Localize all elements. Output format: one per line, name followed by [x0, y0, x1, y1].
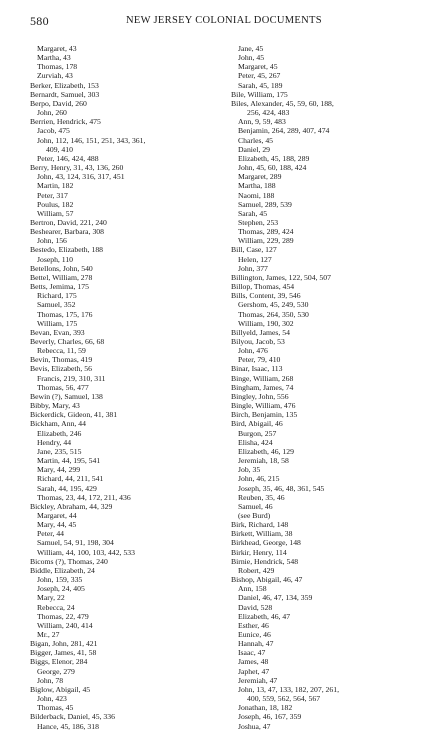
index-entry-given-name: William, 240, 414 — [37, 620, 93, 630]
index-column-left — [30, 44, 228, 731]
index-entry-given-name: Peter, 44 — [37, 529, 65, 539]
index-entry-given-name: Samuel, 46 — [238, 501, 273, 511]
index-entry-given-name: Martin, 44, 195, 541 — [37, 456, 101, 466]
index-entry-given-name: Thomas, 45 — [37, 703, 74, 713]
index-entry-surname: Bilderback, Daniel, 45, 336 — [30, 712, 115, 722]
index-entry-given-name: Samuel, 352 — [37, 300, 76, 310]
index-entry-given-name: Thomas, 22, 479 — [37, 611, 89, 621]
index-entry-surname: Berrien, Hendrick, 475 — [30, 117, 101, 127]
index-entry-given-name: Stephen, 253 — [238, 217, 279, 227]
index-entry-given-name: Mary, 44, 299 — [37, 465, 81, 475]
index-entry-given-name: John, 45, 60, 188, 424 — [238, 163, 307, 173]
index-entry-given-name: Hendry, 44 — [37, 437, 72, 447]
index-entry-given-name: Peter, 146, 424, 488 — [37, 153, 99, 163]
index-entry-surname: Bettel, William, 278 — [30, 272, 93, 282]
index-entry-surname: Beverly, Charles, 66, 68 — [30, 337, 105, 346]
index-entry-given-name: Burgon, 257 — [238, 428, 277, 438]
running-title: NEW JERSEY COLONIAL DOCUMENTS — [126, 15, 322, 26]
index-entry-surname: Birkett, William, 38 — [231, 529, 293, 539]
index-entry-surname: Biglow, Abigail, 45 — [30, 684, 91, 694]
index-entry-given-name: Elizabeth, 45, 188, 289 — [238, 153, 310, 163]
index-entry-given-name: William, 190, 302 — [238, 318, 294, 328]
index-entry-surname: Billop, Thomas, 454 — [231, 282, 295, 292]
index-entry-given-name: Mary, 22 — [37, 593, 65, 603]
index-entry-surname: Biddle, Elizabeth, 24 — [30, 565, 95, 575]
index-entry-given-name: Martha, 43 — [37, 53, 71, 63]
index-entry-surname: Binar, Isaac, 113 — [231, 364, 283, 374]
index-entry-given-name: John, 423 — [37, 694, 67, 704]
index-entry-given-name: Isaac, 47 — [238, 648, 266, 658]
index-entry-given-name: John, 46, 215 — [238, 474, 280, 484]
index-entry-given-name: Margaret, 45 — [238, 62, 278, 72]
index-entry-given-name: Elisha, 424 — [238, 437, 273, 447]
index-entry-given-name: Samuel, 54, 91, 198, 304 — [37, 538, 114, 548]
index-entry-surname: Bestedo, Elizabeth, 188 — [30, 245, 104, 255]
page-number: 580 — [30, 14, 49, 28]
page-header — [30, 14, 430, 30]
index-entry-continuation: 409, 410 — [46, 144, 73, 154]
index-entry-surname: Bickham, Ann, 44 — [30, 419, 86, 429]
index-entry-continuation: 256, 424, 483 — [247, 108, 290, 118]
index-entry-given-name: Mr., 27 — [37, 630, 60, 639]
index-entry-given-name: Ann, 158 — [238, 584, 267, 594]
index-entry-given-name: Peter, 79, 410 — [238, 355, 281, 365]
index-entry-given-name: Eunice, 46 — [238, 630, 271, 639]
index-entry-given-name: Japhet, 47 — [238, 666, 270, 676]
index-entry-given-name: Jeremiah, 18, 58 — [238, 456, 289, 466]
index-entry-given-name: John, 260 — [37, 108, 67, 118]
index-entry-given-name: John, 78 — [37, 675, 64, 685]
index-entry-given-name: Elizabeth, 246 — [37, 428, 82, 438]
index-entry-given-name: Joshua, 47 — [238, 721, 271, 731]
index-entry-given-name: John, 43, 124, 316, 317, 451 — [37, 172, 125, 182]
index-entry-surname: Bevin, Thomas, 419 — [30, 355, 93, 365]
index-entry-given-name: John, 476 — [238, 346, 268, 356]
index-entry-given-name: Peter, 317 — [37, 190, 68, 200]
index-entry-surname: Bevis, Elizabeth, 56 — [30, 364, 92, 374]
index-column-right — [231, 44, 429, 731]
index-entry-given-name: John, 45 — [238, 53, 265, 63]
index-entry-surname: Birk, Richard, 148 — [231, 520, 289, 530]
index-entry-given-name: John, 13, 47, 133, 182, 207, 261, — [238, 684, 340, 694]
index-entry-given-name: Sarah, 45 — [238, 208, 268, 218]
index-entry-given-name: William, 57 — [37, 208, 74, 218]
index-entry-given-name: Sarah, 45, 189 — [238, 80, 283, 90]
index-entry-given-name: Reuben, 35, 46 — [238, 492, 285, 502]
index-entry-given-name: John, 156 — [37, 236, 67, 246]
index-entry-given-name: David, 528 — [238, 602, 273, 612]
index-entry-given-name: Samuel, 289, 539 — [238, 199, 292, 209]
index-entry-given-name: Jane, 45 — [238, 44, 264, 53]
index-entry-surname: Binge, William, 268 — [231, 373, 294, 383]
index-entry-surname: Bills, Content, 39, 546 — [231, 291, 301, 301]
index-entry-surname: Birch, Benjamin, 135 — [231, 410, 298, 420]
index-entry-given-name: Naomi, 188 — [238, 190, 275, 200]
index-entry-given-name: William, 44, 100, 103, 442, 533 — [37, 547, 135, 557]
index-entry-given-name: Joseph, 110 — [37, 254, 74, 264]
index-entry-given-name: Jeremiah, 47 — [238, 675, 278, 685]
index-entry-surname: Biggs, Elenor, 284 — [30, 657, 88, 667]
index-entry-given-name: Jonathan, 18, 182 — [238, 703, 293, 713]
index-entry-surname: Billyeld, James, 54 — [231, 327, 290, 337]
index-entry-given-name: Martha, 188 — [238, 181, 276, 191]
index-entry-given-name: George, 279 — [37, 666, 75, 676]
index-entry-given-name: Ann, 9, 59, 483 — [238, 117, 286, 127]
index-entry-surname: Berker, Elizabeth, 153 — [30, 80, 99, 90]
index-entry-surname: Bird, Abigail, 46 — [231, 419, 283, 429]
index-entry-surname: Bicoms (?), Thomas, 240 — [30, 556, 108, 566]
index-entry-given-name: Thomas, 175, 176 — [37, 309, 93, 319]
index-entry-given-name: Benjamin, 264, 289, 407, 474 — [238, 126, 330, 136]
index-entry-surname: Bibby, Mary, 43 — [30, 401, 80, 411]
index-entry-given-name: Thomas, 23, 44, 172, 211, 436 — [37, 492, 131, 502]
index-entry-surname: Beshearer, Barbara, 308 — [30, 227, 104, 237]
index-entry-given-name: Jane, 235, 515 — [37, 446, 82, 456]
index-entry-given-name: Thomas, 56, 477 — [37, 382, 89, 392]
index-entry-given-name: John, 377 — [238, 263, 268, 273]
index-entry-given-name: John, 159, 335 — [37, 575, 83, 585]
index-entry-given-name: Thomas, 178 — [37, 62, 78, 72]
index-entry-given-name: Hance, 45, 186, 318 — [37, 721, 99, 731]
index-entry-given-name: Peter, 45, 267 — [238, 71, 281, 81]
index-entry-surname: Berpo, David, 260 — [30, 98, 87, 108]
index-entry-given-name: (see Burd) — [238, 510, 271, 520]
index-entry-surname: Billington, James, 122, 504, 507 — [231, 272, 331, 282]
index-entry-given-name: Esther, 46 — [238, 620, 269, 630]
index-entry-surname: Bingle, William, 476 — [231, 401, 296, 411]
index-entry-given-name: William, 175 — [37, 318, 78, 328]
index-entry-given-name: Daniel, 46, 47, 134, 359 — [238, 593, 313, 603]
index-entry-surname: Bewin (?), Samuel, 138 — [30, 391, 103, 401]
index-entry-given-name: Helen, 127 — [238, 254, 272, 264]
index-entry-given-name: Martin, 182 — [37, 181, 74, 191]
index-entry-surname: Bingham, James, 74 — [231, 382, 294, 392]
index-entry-surname: Bertron, David, 221, 240 — [30, 217, 107, 227]
index-entry-given-name: Rebecca, 11, 59 — [37, 346, 86, 356]
index-entry-surname: Betts, Jemima, 175 — [30, 282, 89, 292]
index-entry-given-name: Margaret, 43 — [37, 44, 77, 53]
index-entry-given-name: Richard, 175 — [37, 291, 77, 301]
index-entry-surname: Bill, Case, 127 — [231, 245, 277, 255]
index-entry-surname: Birkhead, George, 148 — [231, 538, 301, 548]
index-entry-surname: Bingley, John, 556 — [231, 391, 289, 401]
index-entry-given-name: Gershom, 45, 249, 530 — [238, 300, 309, 310]
index-entry-given-name: William, 229, 289 — [238, 236, 294, 246]
index-entry-given-name: Thomas, 289, 424 — [238, 227, 294, 237]
index-entry-surname: Betellons, John, 540 — [30, 263, 93, 273]
index-entry-given-name: Rebecca, 24 — [37, 602, 75, 612]
index-entry-given-name: Daniel, 29 — [238, 144, 271, 154]
index-entry-given-name: John, 112, 146, 151, 251, 343, 361, — [37, 135, 146, 145]
index-entry-given-name: Elizabeth, 46, 129 — [238, 446, 294, 456]
index-entry-given-name: Poulus, 182 — [37, 199, 74, 209]
index-entry-surname: Bernardt, Samuel, 303 — [30, 89, 100, 99]
index-entry-surname: Bile, William, 175 — [231, 89, 288, 99]
index-entry-given-name: Job, 35 — [238, 465, 261, 475]
index-entry-surname: Birkir, Henry, 114 — [231, 547, 287, 557]
index-entry-surname: Bigan, John, 281, 421 — [30, 639, 98, 649]
index-entry-given-name: Margaret, 44 — [37, 510, 77, 520]
index-entry-given-name: Charles, 45 — [238, 135, 274, 145]
index-entry-surname: Bishop, Abigail, 46, 47 — [231, 575, 303, 585]
index-entry-given-name: Thomas, 264, 350, 530 — [238, 309, 309, 319]
index-entry-continuation: 400, 559, 562, 564, 567 — [247, 694, 321, 704]
index-entry-given-name: James, 48 — [238, 657, 269, 667]
index-entry-given-name: Francis, 219, 310, 311 — [37, 373, 106, 383]
index-entry-surname: Bilyou, Jacob, 53 — [231, 337, 285, 346]
index-entry-given-name: Richard, 44, 211, 541 — [37, 474, 104, 484]
index-entry-given-name: Mary, 44, 45 — [37, 520, 77, 530]
index-entry-given-name: Hannah, 47 — [238, 639, 274, 649]
index-entry-given-name: Joseph, 46, 167, 359 — [238, 712, 302, 722]
index-entry-surname: Bickley, Abraham, 44, 329 — [30, 501, 113, 511]
index-entry-given-name: Zurviah, 43 — [37, 71, 73, 81]
index-entry-given-name: Robert, 429 — [238, 565, 275, 575]
index-entry-given-name: Jacob, 475 — [37, 126, 70, 136]
index-entry-surname: Berry, Henry, 31, 43, 136, 260 — [30, 163, 124, 173]
index-entry-given-name: Joseph, 24, 405 — [37, 584, 85, 594]
index-entry-given-name: Elizabeth, 46, 47 — [238, 611, 291, 621]
index-entry-given-name: Joseph, 35, 46, 48, 361, 545 — [238, 483, 325, 493]
index-entry-surname: Bigger, James, 41, 58 — [30, 648, 97, 658]
index-entry-surname: Bickerdick, Gideon, 41, 381 — [30, 410, 118, 420]
index-entry-surname: Biles, Alexander, 45, 59, 60, 188, — [231, 98, 334, 108]
index-entry-given-name: Margaret, 289 — [238, 172, 282, 182]
index-entry-surname: Bevan, Evan, 393 — [30, 327, 85, 337]
index-entry-surname: Birnie, Hendrick, 548 — [231, 556, 299, 566]
index-entry-given-name: Sarah, 44, 195, 429 — [37, 483, 97, 493]
